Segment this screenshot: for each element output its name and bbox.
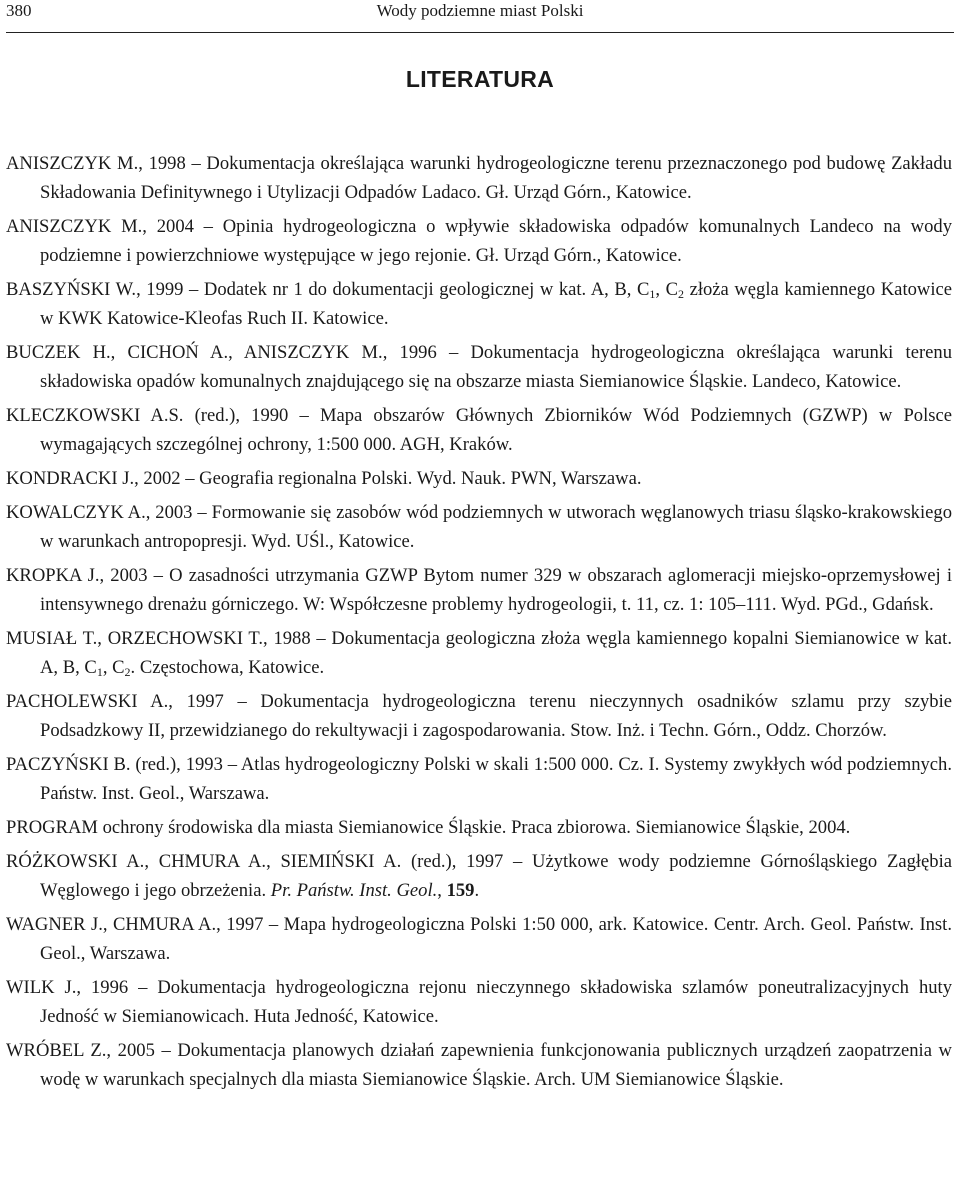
- header-rule: [6, 32, 954, 33]
- running-title: Wody podziemne miast Polski: [376, 1, 584, 20]
- reference-entry: BUCZEK H., CICHOŃ A., ANISZCZYK M., 1996 – Dokumentacja hydrogeologiczna określająca warunki terenu składowiska opadów komunalnych znajdującego się na obszarze miasta Siemianowice Śląskie. Landeco, Katowice.: [6, 342, 952, 392]
- page-number: 380: [6, 1, 32, 20]
- reference-entry: BASZYŃSKI W., 1999 – Dodatek nr 1 do dokumentacji geologicznej w kat. A, B, $C_1$, $C_2$ złoża węgla kamiennego Katowice w KWK Katowice-Kleofas Ruch II. Katowice.: [6, 279, 953, 329]
- journal-title: Pr. Państw. Inst. Geol.: [270, 880, 438, 901]
- reference-entry: PACZYŃSKI B. (red.), 1993 – Atlas hydrogeologiczny Polski w skali 1:500 000. Cz. I. Systemy zwykłych wód podziemnych. Państw. Inst. Geol., Warszawa.: [6, 754, 952, 804]
- reference-entry: WAGNER J., CHMURA A., 1997 – Mapa hydrogeologiczna Polski 1:50 000, ark. Katowice. Centr. Arch. Geol. Państw. Inst. Geol., Warszawa.: [6, 914, 952, 964]
- reference-entry: KLECZKOWSKI A.S. (red.), 1990 – Mapa obszarów Głównych Zbiorników Wód Podziemnych (GZWP) w Polsce wymagających szczególnej ochrony, 1:500 000. AGH, Kraków.: [6, 405, 952, 455]
- section-title: LITERATURA: [405, 66, 555, 92]
- page-header: [6, 0, 954, 26]
- reference-entry: WILK J., 1996 – Dokumentacja hydrogeologiczna rejonu nieczynnego składowiska szlamów poneutralizacyjnych huty Jedność w Siemianowicach. Huta Jedność, Katowice.: [6, 977, 952, 1027]
- reference-entry: MUSIAŁ T., ORZECHOWSKI T., 1988 – Dokumentacja geologiczna złoża węgla kamiennego kopalni Siemianowice w kat. A, B, $C_1$, $C_2$. Częstochowa, Katowice.: [6, 628, 952, 679]
- reference-list: [6, 149, 952, 1099]
- reference-entry: ANISZCZYK M., 1998 – Dokumentacja określająca warunki hydrogeologiczne terenu przeznaczonego pod budowę Zakładu Składowania Definitywnego i Utylizacji Odpadów Ladaco. Gł. Urząd Górn., Katowice.: [6, 153, 952, 203]
- reference-entry: KROPKA J., 2003 – O zasadności utrzymania GZWP Bytom numer 329 w obszarach aglomeracji miejsko-oprzemysłowej i intensywnego drenażu górniczego. W: Współczesne problemy hydrogeologii, t. 11, cz. 1: 105–111. Wyd. PGd., Gdańsk.: [6, 565, 952, 615]
- reference-entry: PROGRAM ochrony środowiska dla miasta Siemianowice Śląskie. Praca zbiorowa. Siemianowice Śląskie, 2004.: [6, 817, 851, 838]
- reference-entry: KOWALCZYK A., 2003 – Formowanie się zasobów wód podziemnych w utworach węglanowych triasu śląsko-krakowskiego w warunkach antropopresji. Wyd. UŚl., Katowice.: [6, 502, 952, 552]
- reference-entry: KONDRACKI J., 2002 – Geografia regionalna Polski. Wyd. Nauk. PWN, Warszawa.: [6, 468, 642, 489]
- reference-entry: ANISZCZYK M., 2004 – Opinia hydrogeologiczna o wpływie składowiska odpadów komunalnych Landeco na wody podziemne i powierzchniowe występujące w jego rejonie. Gł. Urząd Górn., Katowice.: [6, 216, 952, 266]
- journal-volume: 159: [446, 880, 475, 901]
- reference-entry: PACHOLEWSKI A., 1997 – Dokumentacja hydrogeologiczna terenu nieczynnych osadników szlamu przy szybie Podsadzkowy II, przewidzianego do rekultywacji i zagospodarowania. Stow. Inż. i Techn. Górn., Oddz. Chorzów.: [6, 691, 952, 741]
- reference-entry: RÓŻKOWSKI A., CHMURA A., SIEMIŃSKI A. (red.), 1997 – Użytkowe wody podziemne Górnośląskiego Zagłębia Węglowego i jego obrzeżenia. Pr. Państw. Inst. Geol., 159.: [6, 851, 952, 901]
- reference-entry: WRÓBEL Z., 2005 – Dokumentacja planowych działań zapewnienia funkcjonowania publicznych urządzeń zaopatrzenia w wodę w warunkach specjalnych dla miasta Siemianowice Śląskie. Arch. UM Siemianowice Śląskie.: [6, 1040, 952, 1090]
